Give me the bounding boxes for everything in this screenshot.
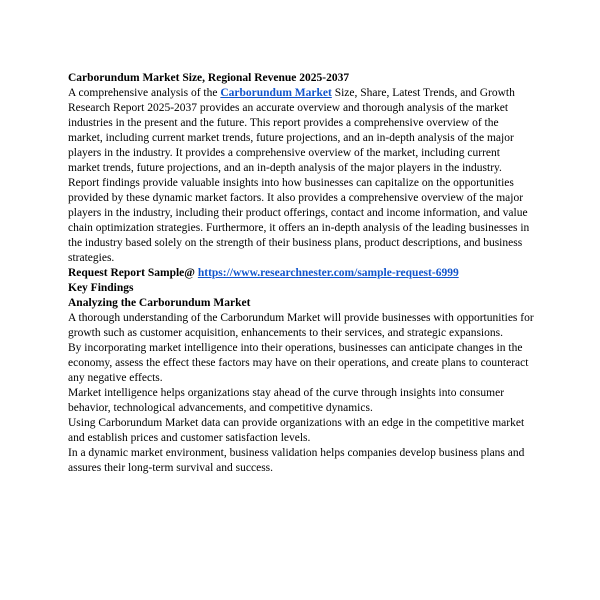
sample-request-link[interactable]: https://www.researchnester.com/sample-request-6999 xyxy=(197,267,459,279)
intro-paragraph xyxy=(68,86,534,176)
analyzing-heading: Analyzing the Carborundum Market xyxy=(68,297,251,309)
key-findings-heading: Key Findings xyxy=(68,282,134,294)
intro-text-post: Size, Share, Latest Trends, and Growth Research Report 2025-2037 provides an accurate overview and thorough analysis of the market industries in the present and the future. This report provides a comprehensive overview of the market, including current market trends, future projections, and an in-depth analysis of the major players in the industry. It provides a comprehensive overview of the market, including current market trends, future projections, and an in-depth analysis of the major players in the industry. xyxy=(68,87,515,174)
body-paragraph-thorough-understanding: A thorough understanding of the Carborundum Market will provide businesses with opportunities for growth such as customer acquisition, enhancements to their services, and strategic expansions. xyxy=(68,312,534,339)
body-paragraph-business-validation: In a dynamic market environment, business validation helps companies develop business plans and assures their long-term survival and success. xyxy=(68,447,525,474)
findings-paragraph: Report findings provide valuable insights into how businesses can capitalize on the opportunities provided by these dynamic market factors. It also provides a comprehensive overview of the major players in the industry, including their product offerings, contact and income information, and value chain optimization strategies. Furthermore, it offers an in-depth analysis of the leading businesses in the industry based solely on the strength of their business plans, product descriptions, and business strategies. xyxy=(68,177,530,264)
sample-request-line xyxy=(68,266,534,281)
body-paragraph-using-market-data: Using Carborundum Market data can provide organizations with an edge in the competitive market and establish prices and customer satisfaction levels. xyxy=(68,417,525,444)
document-title: Carborundum Market Size, Regional Revenue 2025-2037 xyxy=(68,72,350,84)
intro-text-pre: A comprehensive analysis of the xyxy=(68,87,221,99)
body-paragraph-market-intelligence-insights: Market intelligence helps organizations stay ahead of the curve through insights into consumer behavior, technological advancements, and competitive dynamics. xyxy=(68,387,505,414)
carborundum-market-link[interactable]: Carborundum Market xyxy=(220,87,332,99)
sample-request-label: Request Report Sample@ xyxy=(68,267,195,279)
body-paragraph-market-intelligence-incorporating: By incorporating market intelligence into their operations, businesses can anticipate changes in the economy, assess the effect these factors may have on their operations, and create plans to counteract any negative effects. xyxy=(68,342,529,384)
